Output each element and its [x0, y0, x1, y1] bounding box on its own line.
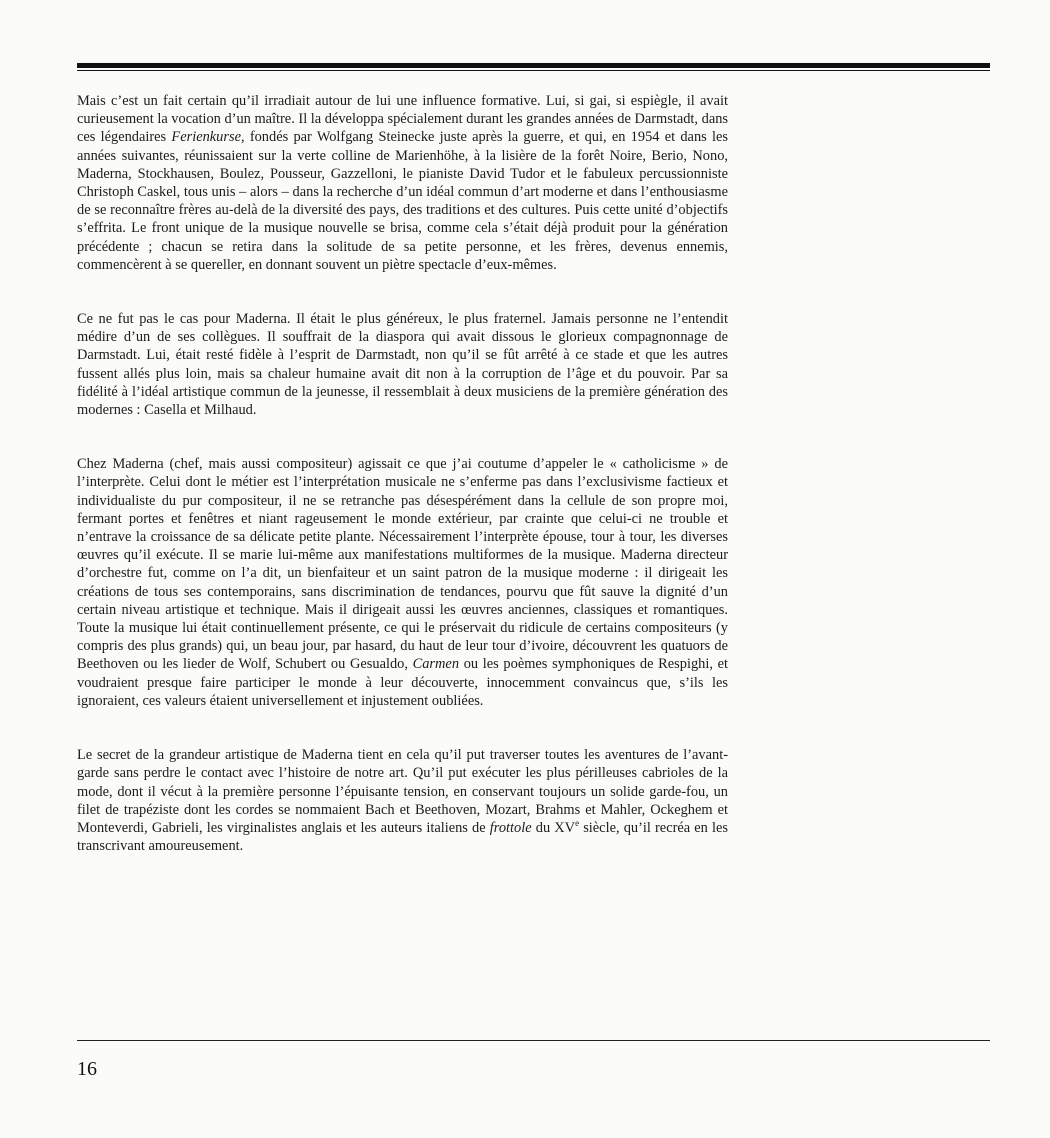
paragraph-4: [77, 746, 728, 855]
text-run: Chez Maderna (chef, mais aussi compositeur) agissait ce que j’ai coutume d’appeler le « catholicisme » de l’interprète. Celui dont le métier est l’interprétation musicale ne s’enferme pas dans l’exclusivisme factieux et individualiste du pur compositeur, il ne se retranche pas désespérément dans la cellule de son propre moi, fermant portes et fenêtres et niant rageusement le monde extérieur, par crainte que celui-ci ne trouble et n’entrave la croissance de sa délicate petite plante. Nécessairement l’interprète épouse, tour à tour, les diverses œuvres qu’il exécute. Il se marie lui-même aux manifestations multiformes de la musique. Maderna directeur d’orchestre fut, comme on l’a dit, un bienfaiteur et un saint patron de la musique moderne : il dirigeait les créations de tous ses contemporains, sans discrimination de tendances, pourvu que fût sauve la dignité d’un certain niveau artistique et technique. Mais il dirigeait aussi les œuvres anciennes, classiques et romantiques. Toute la musique lui était continuellement présente, ce qui le préservait du ridicule de certains compositeurs (y compris des plus grands) qui, un beau jour, par hasard, du haut de leur tour d’ivoire, découvrent les quatuors de Beethoven ou les lieder de Wolf, Schubert ou Gesualdo,: [77, 456, 728, 673]
paragraph-2: [77, 310, 728, 419]
page-number: 16: [77, 1058, 97, 1080]
bottom-rule: [77, 1040, 990, 1041]
text-run: Ce ne fut pas le cas pour Maderna. Il était le plus généreux, le plus fraternel. Jamais personne ne l’entendit médire d’un de ses collègues. Il souffrait de la diaspora qui avait dissous le glorieux compagnonnage de Darmstadt. Lui, était resté fidèle à l’esprit de Darmstadt, non qu’il se fût arrêté à ce stade et que les autres fussent allés plus loin, mais sa chaleur humaine avait dit non à la corruption de l’âge et du pouvoir. Par sa fidélité à l’idéal artistique commun de la jeunesse, il ressemblait à deux musiciens de la première génération des modernes : Casella et Milhaud.: [77, 311, 728, 419]
italic-term: Carmen: [412, 656, 460, 673]
paragraph-1: [77, 92, 728, 274]
text-run: Mais c’est un fait certain qu’il irradiait autour de lui une influence formative. Lui, si gai, si espiègle, il avait curieusement la vocation d’un maître. Il la développa spécialement durant les grandes années de Darmstadt, dans ces légendaires: [77, 93, 728, 146]
paragraph-3: [77, 455, 728, 710]
top-rule-thick: [77, 63, 990, 68]
text-run: du XV: [531, 819, 576, 836]
italic-term: frottole: [489, 819, 532, 836]
text-run: siècle, qu’il recréa en les transcrivant amoureusement.: [77, 819, 728, 855]
italic-term: Ferienkurse,: [171, 129, 245, 146]
text-run: Le secret de la grandeur artistique de Maderna tient en cela qu’il put traverser toutes les aventures de l’avant-garde sans perdre le contact avec l’histoire de notre art. Qu’il put exécuter les plus périlleuses cabrioles de la mode, dont il vécut à la première personne l’épuisante tension, en conservant toujours un solide garde-fou, un filet de trapéziste dont les cordes se nommaient Bach et Beethoven, Mozart, Brahms et Mahler, Ockeghem et Monteverdi, Gabrieli, les virginalistes anglais et les auteurs italiens de: [77, 747, 728, 836]
body-text: [77, 92, 728, 855]
top-rule-thin: [77, 70, 990, 71]
text-run: ou les poèmes symphoniques de Respighi, et voudraient presque faire participer le monde à leur découverte, innocemment convaincus que, s’ils les ignoraient, ces valeurs étaient universellement et injustement oubliées.: [77, 656, 728, 709]
text-run: fondés par Wolfgang Steinecke juste après la guerre, et qui, en 1954 et dans les années suivantes, réunissaient sur la verte colline de Marienhöhe, à la lisière de la forêt Noire, Berio, Nono, Maderna, Stockhausen, Boulez, Pousseur, Gazzelloni, le pianiste David Tudor et le fabuleux percussionniste Christoph Caskel, tous unis – alors – dans la recherche d’un idéal commun d’art moderne et dans l’enthousiasme de se reconnaître frères au-delà de la diversité des pays, des traditions et des cultures. Puis cette unité d’objectifs s’effrita. Le front unique de la musique nouvelle se brisa, comme cela s’était déjà produit pour la génération précédente ; chacun se retira dans la solitude de sa petite personne, et les frères, devenus ennemis, commencèrent à se quereller, en donnant souvent un piètre spectacle d’eux-mêmes.: [77, 129, 728, 273]
superscript: e: [575, 818, 580, 829]
